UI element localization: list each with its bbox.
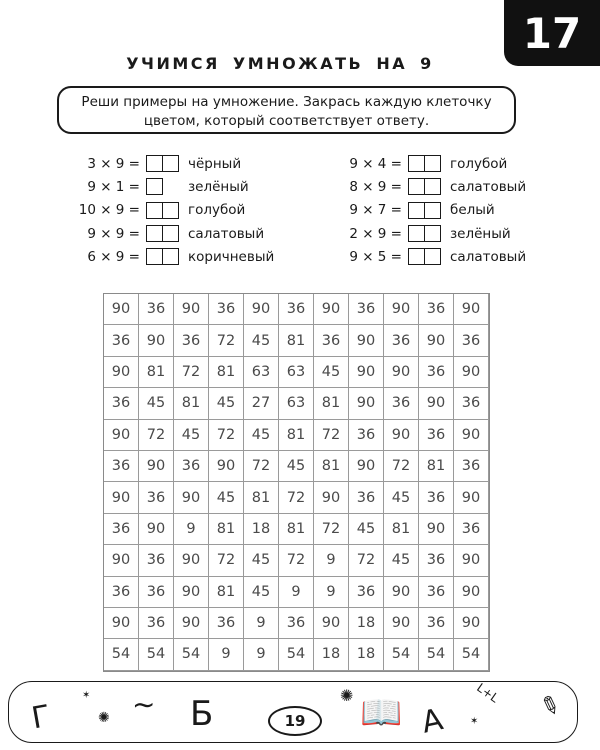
grid-cell[interactable]: 36 [349, 420, 384, 451]
grid-cell[interactable]: 81 [279, 514, 314, 545]
grid-cell[interactable]: 72 [314, 420, 349, 451]
example-row [290, 175, 526, 198]
grid-cell[interactable]: 36 [104, 577, 139, 608]
grid-cell[interactable]: 90 [139, 451, 174, 482]
grid-cell[interactable]: 36 [104, 388, 139, 419]
answer-box[interactable] [162, 225, 179, 242]
grid-cell[interactable]: 90 [244, 294, 279, 325]
grid-cell[interactable]: 72 [349, 545, 384, 576]
grid-cell[interactable]: 90 [209, 451, 244, 482]
grid-cell[interactable]: 9 [244, 639, 279, 670]
star-icon: ✶ [470, 716, 479, 727]
grid-cell[interactable]: 36 [104, 514, 139, 545]
grid-cell[interactable]: 81 [244, 482, 279, 513]
grid-cell[interactable]: 81 [419, 451, 454, 482]
grid-cell[interactable]: 72 [279, 482, 314, 513]
answer-boxes [408, 155, 448, 172]
grid-cell[interactable]: 9 [174, 514, 209, 545]
star-icon: ✶ [82, 690, 91, 701]
grid-cell[interactable]: 90 [419, 325, 454, 356]
answer-box[interactable] [146, 155, 163, 172]
color-label: чёрный [188, 155, 242, 172]
grid-cell[interactable]: 81 [209, 357, 244, 388]
example-expression: 6 × 9 = [87, 248, 140, 265]
color-label: зелёный [450, 225, 511, 242]
example-expression: 9 × 5 = [349, 248, 402, 265]
grid-cell[interactable]: 90 [384, 608, 419, 639]
page-number: 19 [268, 706, 322, 736]
color-label: голубой [188, 202, 246, 219]
grid-cell[interactable]: 18 [244, 514, 279, 545]
example-row [290, 245, 526, 268]
grid-cell[interactable]: 36 [314, 325, 349, 356]
grid-cell[interactable]: 54 [419, 639, 454, 670]
star-icon: ✺ [340, 686, 354, 705]
lesson-number-badge: 17 [504, 0, 600, 66]
grid-cell[interactable]: 54 [174, 639, 209, 670]
example-row [28, 245, 274, 268]
grid-cell[interactable]: 36 [139, 577, 174, 608]
grid-cell[interactable]: 45 [244, 545, 279, 576]
grid-cell[interactable]: 9 [209, 639, 244, 670]
grid-cell[interactable]: 45 [174, 420, 209, 451]
grid-cell[interactable]: 81 [209, 514, 244, 545]
grid-cell[interactable]: 63 [279, 357, 314, 388]
grid-cell[interactable]: 36 [174, 451, 209, 482]
grid-cell[interactable]: 72 [209, 325, 244, 356]
color-label: салатовый [450, 248, 527, 265]
example-expression: 9 × 9 = [87, 225, 140, 242]
instruction-box [57, 86, 516, 134]
grid-cell[interactable]: 45 [244, 325, 279, 356]
grid-cell[interactable]: 63 [244, 357, 279, 388]
grid-cell[interactable]: 9 [279, 577, 314, 608]
grid-cell[interactable]: 36 [174, 325, 209, 356]
grid-cell[interactable]: 36 [349, 577, 384, 608]
grid-cell[interactable]: 45 [314, 357, 349, 388]
grid-cell[interactable]: 36 [419, 357, 454, 388]
grid-cell[interactable]: 36 [139, 294, 174, 325]
grid-cell[interactable]: 90 [384, 357, 419, 388]
color-label: зелёный [188, 178, 249, 195]
grid-cell[interactable]: 36 [279, 608, 314, 639]
grid-cell[interactable]: 81 [279, 325, 314, 356]
example-row [28, 199, 274, 222]
grid-cell[interactable]: 90 [174, 608, 209, 639]
example-expression: 9 × 4 = [349, 155, 402, 172]
grid-cell[interactable]: 90 [419, 388, 454, 419]
example-row [28, 175, 274, 198]
grid-cell[interactable]: 45 [209, 482, 244, 513]
grid-cell[interactable]: 45 [279, 451, 314, 482]
grid-cell[interactable]: 72 [209, 420, 244, 451]
grid-cell[interactable]: 72 [209, 545, 244, 576]
example-row [290, 199, 526, 222]
answer-boxes [408, 225, 448, 242]
grid-cell[interactable]: 63 [279, 388, 314, 419]
grid-cell[interactable]: 81 [314, 451, 349, 482]
grid-cell[interactable]: 9 [314, 577, 349, 608]
grid-cell[interactable]: 72 [279, 545, 314, 576]
grid-cell[interactable]: 36 [419, 294, 454, 325]
answer-box[interactable] [424, 178, 441, 195]
color-label: коричневый [188, 248, 275, 265]
formula-decoration: L+L [474, 680, 502, 706]
example-expression: 8 × 9 = [349, 178, 402, 195]
grid-cell[interactable]: 81 [314, 388, 349, 419]
answer-boxes [146, 225, 186, 242]
grid-cell[interactable]: 90 [349, 325, 384, 356]
answer-box[interactable] [408, 202, 425, 219]
color-label: салатовый [188, 225, 265, 242]
grid-cell[interactable]: 72 [244, 451, 279, 482]
grid-cell[interactable]: 27 [244, 388, 279, 419]
answer-box[interactable] [424, 248, 441, 265]
example-row [290, 152, 526, 175]
grid-cell[interactable]: 72 [384, 451, 419, 482]
grid-cell[interactable]: 90 [174, 482, 209, 513]
examples-right-column [290, 152, 526, 268]
grid-cell[interactable]: 90 [104, 357, 139, 388]
grid-cell[interactable]: 36 [419, 482, 454, 513]
grid-cell[interactable]: 72 [139, 420, 174, 451]
grid-cell[interactable]: 90 [384, 577, 419, 608]
grid-cell[interactable]: 45 [384, 545, 419, 576]
example-row [28, 152, 274, 175]
grid-cell[interactable]: 90 [349, 388, 384, 419]
star-icon: ✺ [98, 710, 110, 726]
grid-cell[interactable]: 36 [454, 451, 489, 482]
grid-cell[interactable]: 54 [384, 639, 419, 670]
grid-cell[interactable]: 90 [314, 294, 349, 325]
answer-box[interactable] [408, 155, 425, 172]
examples-left-column [28, 152, 274, 268]
grid-cell[interactable]: 36 [209, 608, 244, 639]
answer-box[interactable] [162, 155, 179, 172]
grid-cell[interactable]: 54 [139, 639, 174, 670]
answer-boxes [408, 248, 448, 265]
answer-boxes [146, 202, 186, 219]
grid-cell[interactable]: 18 [314, 639, 349, 670]
grid-cell[interactable]: 36 [419, 577, 454, 608]
grid-cell[interactable]: 90 [174, 577, 209, 608]
color-label: салатовый [450, 178, 527, 195]
swirl-icon: ∼ [132, 688, 156, 721]
example-expression: 9 × 7 = [349, 202, 402, 219]
answer-box[interactable] [408, 225, 425, 242]
grid-cell[interactable]: 90 [104, 420, 139, 451]
grid-cell[interactable]: 90 [454, 608, 489, 639]
grid-cell[interactable]: 90 [174, 294, 209, 325]
answer-boxes [408, 178, 448, 195]
answer-box[interactable] [408, 178, 425, 195]
answer-box[interactable] [162, 248, 179, 265]
grid-cell[interactable]: 90 [104, 482, 139, 513]
grid-cell[interactable]: 36 [454, 388, 489, 419]
answer-box[interactable] [146, 178, 163, 195]
answer-box[interactable] [162, 202, 179, 219]
grid-cell[interactable]: 90 [104, 545, 139, 576]
grid-cell[interactable]: 81 [279, 420, 314, 451]
color-label: белый [450, 202, 495, 219]
grid-cell[interactable]: 36 [104, 451, 139, 482]
example-expression: 9 × 1 = [87, 178, 140, 195]
grid-cell[interactable]: 36 [454, 325, 489, 356]
grid-cell[interactable]: 90 [454, 577, 489, 608]
grid-cell[interactable]: 36 [139, 482, 174, 513]
answer-boxes [146, 248, 186, 265]
grid-cell[interactable]: 36 [209, 294, 244, 325]
grid-cell[interactable]: 9 [314, 545, 349, 576]
grid-cell[interactable]: 90 [139, 325, 174, 356]
grid-cell[interactable]: 90 [454, 482, 489, 513]
grid-cell[interactable]: 36 [349, 294, 384, 325]
grid-cell[interactable]: 36 [419, 608, 454, 639]
answer-box[interactable] [424, 202, 441, 219]
grid-cell[interactable]: 90 [314, 482, 349, 513]
example-row [28, 222, 274, 245]
grid-cell[interactable]: 36 [139, 545, 174, 576]
example-expression: 10 × 9 = [78, 202, 140, 219]
letter-b-decoration: Б [190, 694, 214, 734]
grid-cell[interactable]: 90 [174, 545, 209, 576]
answer-box[interactable] [146, 225, 163, 242]
grid-cell[interactable]: 45 [244, 577, 279, 608]
example-expression: 3 × 9 = [87, 155, 140, 172]
grid-cell[interactable]: 36 [454, 514, 489, 545]
grid-cell[interactable]: 90 [419, 514, 454, 545]
letter-g-decoration: Г [29, 698, 54, 737]
grid-cell[interactable]: 18 [349, 639, 384, 670]
grid-cell[interactable]: 45 [244, 420, 279, 451]
grid-cell[interactable]: 54 [454, 639, 489, 670]
letter-a-decoration: А [418, 702, 446, 741]
example-expression: 2 × 9 = [349, 225, 402, 242]
grid-cell[interactable]: 45 [209, 388, 244, 419]
page-title: УЧИМСЯ УМНОЖАТЬ НА 9 [126, 54, 434, 73]
answer-box[interactable] [146, 248, 163, 265]
grid-cell[interactable]: 90 [349, 451, 384, 482]
grid-cell[interactable]: 36 [419, 420, 454, 451]
grid-cell[interactable]: 90 [104, 294, 139, 325]
answer-box[interactable] [146, 202, 163, 219]
grid-cell[interactable]: 90 [454, 420, 489, 451]
grid-cell[interactable]: 72 [314, 514, 349, 545]
answer-box[interactable] [424, 225, 441, 242]
grid-cell[interactable]: 90 [454, 294, 489, 325]
grid-cell[interactable]: 90 [454, 545, 489, 576]
open-book-icon: 📖 [360, 693, 403, 733]
answer-boxes [146, 178, 186, 195]
grid-cell[interactable]: 36 [384, 325, 419, 356]
grid-cell[interactable]: 36 [419, 545, 454, 576]
grid-cell[interactable]: 36 [104, 325, 139, 356]
grid-cell[interactable]: 90 [314, 608, 349, 639]
grid-cell[interactable]: 81 [139, 357, 174, 388]
coloring-grid [103, 293, 490, 672]
instruction-line-1: Реши примеры на умножение. Закрась каждую клеточку [81, 94, 492, 110]
grid-cell[interactable]: 81 [384, 514, 419, 545]
answer-boxes [146, 155, 186, 172]
grid-cell[interactable]: 36 [384, 388, 419, 419]
grid-cell[interactable]: 90 [384, 420, 419, 451]
grid-cell[interactable]: 90 [454, 357, 489, 388]
grid-cell[interactable]: 81 [209, 577, 244, 608]
grid-cell[interactable]: 90 [384, 294, 419, 325]
grid-cell[interactable]: 18 [349, 608, 384, 639]
grid-cell[interactable]: 36 [349, 482, 384, 513]
instruction-line-2: цветом, который соответствует ответу. [143, 113, 430, 129]
answer-box[interactable] [408, 248, 425, 265]
grid-cell[interactable]: 72 [174, 357, 209, 388]
grid-cell[interactable]: 90 [104, 608, 139, 639]
grid-cell[interactable]: 9 [244, 608, 279, 639]
grid-cell[interactable]: 54 [279, 639, 314, 670]
answer-box[interactable] [424, 155, 441, 172]
pencil-icon: ✎ [535, 689, 565, 723]
color-label: голубой [450, 155, 508, 172]
grid-cell[interactable]: 45 [139, 388, 174, 419]
grid-cell[interactable]: 36 [279, 294, 314, 325]
grid-cell[interactable]: 90 [349, 357, 384, 388]
grid-cell[interactable]: 45 [349, 514, 384, 545]
grid-cell[interactable]: 45 [384, 482, 419, 513]
grid-cell[interactable]: 36 [139, 608, 174, 639]
answer-boxes [408, 202, 448, 219]
grid-cell[interactable]: 54 [104, 639, 139, 670]
grid-cell[interactable]: 90 [139, 514, 174, 545]
example-row [290, 222, 526, 245]
grid-cell[interactable]: 81 [174, 388, 209, 419]
